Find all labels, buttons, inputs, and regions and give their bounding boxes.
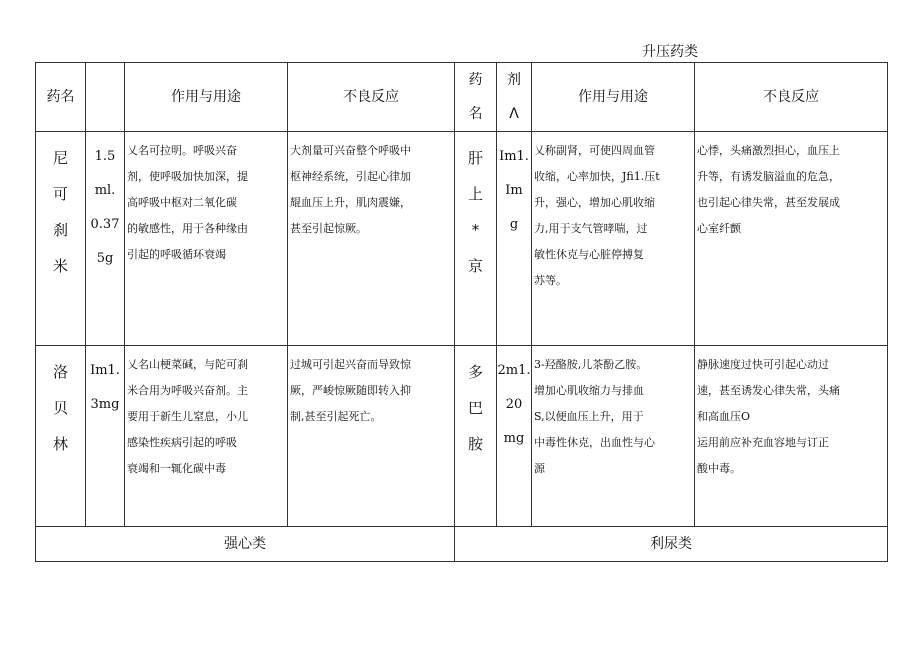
drug-table [35, 62, 888, 562]
table-row [36, 132, 888, 346]
section-heading-cardiac: 强心类 [36, 527, 455, 562]
header-dose [86, 63, 125, 132]
drug-use: 乂名可拉明。呼吸兴奋 剂，使呼吸加快加深，提 高呼吸中枢对二氧化碳 的敏感性，用于各种缘由 引起的呼吸循环衰竭 [125, 132, 288, 346]
table-caption: 升压药类 [642, 44, 698, 60]
drug-name: 洛 贝 林 [36, 346, 86, 527]
header-dose-right: 剂 Λ [497, 63, 532, 132]
section-heading-diuretic: 利尿类 [455, 527, 888, 562]
drug-adverse: 过城可引起兴奋而导致惊 厥，严峻惊厥随即转入抑 制,甚至引起死亡。 [288, 346, 455, 527]
drug-dose: Im1. Im g [497, 132, 532, 346]
header-use: 作用与用途 [125, 63, 288, 132]
drug-use: 乂称副肾，可使四周血管 收缩，心率加快，Jfi1.压t 升，强心，增加心肌收缩 力,用于支气管哮喘，过 敏性休克与心脏停搏复 苏等。 [532, 132, 695, 346]
drug-use: 3-羟酪胺,儿茶酚乙胺。 增加心肌收缩力与排血 S,以便血压上升，用于 中毒性休克，出血性与心 源 [532, 346, 695, 527]
drug-dose: 2m1. 20 mg [497, 346, 532, 527]
header-adverse: 不良反应 [288, 63, 455, 132]
drug-name: 尼 可 刹 米 [36, 132, 86, 346]
drug-adverse: 心悸，头痛激烈担心，血压上 升等，有诱发脑溢血的危急， 也引起心律失常，甚至发展成 心室纤颤 [695, 132, 888, 346]
drug-dose: Im1. 3mg [86, 346, 125, 527]
drug-use: 乂名山梗菜碱，与陀可刹 米合用为呼吸兴奋剂。主 要用于新生儿窒息，小儿 感染性疾病引起的呼吸 衰竭和一辄化碳中毒 [125, 346, 288, 527]
header-drug-name-right: 药 名 [455, 63, 497, 132]
drug-name: 多 巴 胺 [455, 346, 497, 527]
header-drug-name: 药名 [36, 63, 86, 132]
drug-dose: 1.5 ml. 0.37 5g [86, 132, 125, 346]
drug-adverse: 静脉速度过快可引起心动过 速，甚至诱发心律失常，头痛 和高血压O 运用前应补充血容地与订正 酸中毒。 [695, 346, 888, 527]
table-row [36, 346, 888, 527]
section-row [36, 527, 888, 562]
header-use-right: 作用与用途 [532, 63, 695, 132]
drug-adverse: 大剂量可兴奋整个呼吸中 枢神经系统，引起心律加 尡血压上升，肌肉震嫌， 甚至引起惊厥。 [288, 132, 455, 346]
header-adverse-right: 不良反应 [695, 63, 888, 132]
header-row [36, 63, 888, 132]
drug-name: 肝 上 * 京 [455, 132, 497, 346]
